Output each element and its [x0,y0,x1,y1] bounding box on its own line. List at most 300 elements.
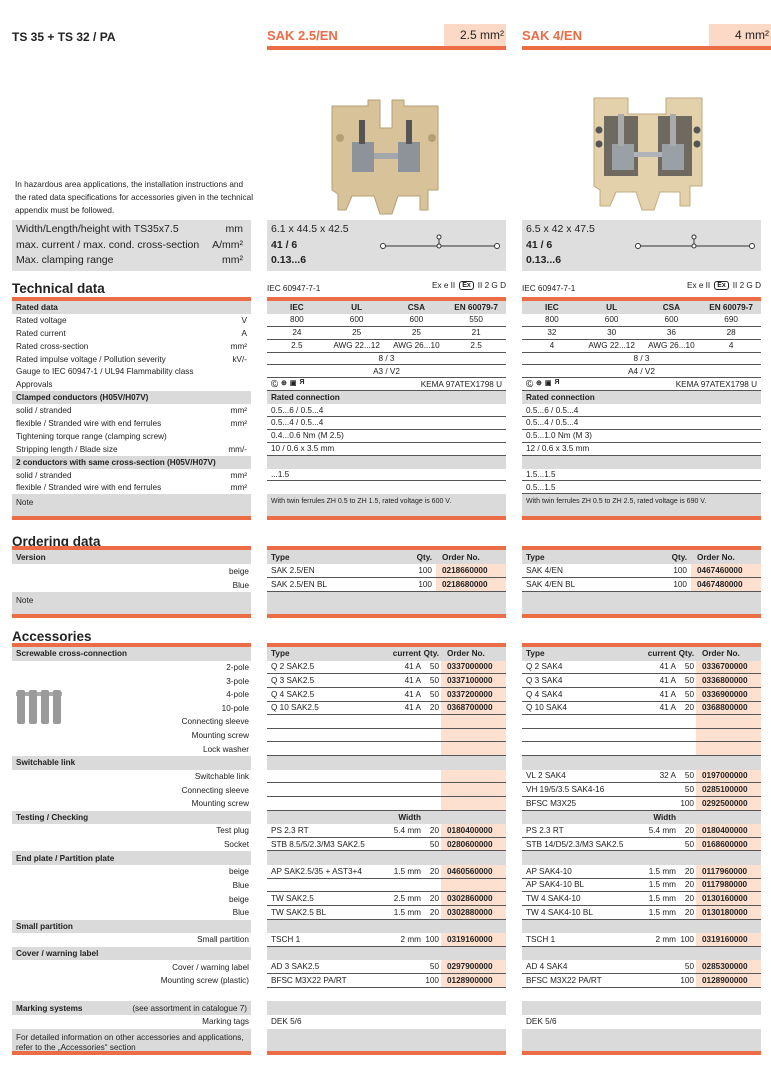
table-cell: 600 [604,315,619,325]
row-label: flexible / Stranded wire with end ferrules [16,418,162,428]
product-header-sak4 [522,24,771,50]
table-row [12,960,251,974]
row-label: Socket [223,840,249,850]
table-cell: UL [351,302,363,312]
row-label: Test plug [216,826,249,836]
csa-approval-icon: Ⓒ [526,381,533,389]
table-cell: AP SAK4-10 [526,866,572,876]
table-cell: 5.4 mm [393,825,421,835]
ordering-labels [12,546,251,618]
row-label: beige [228,894,249,904]
table-row [267,378,506,391]
section-header-row [12,1029,251,1051]
row-unit: mm² [230,470,247,480]
table-cell: 0337100000 [441,674,506,687]
table-cell: 30 [607,328,617,338]
table-row [12,340,251,353]
row-label: Clamped conductors (H05V/H07V) [16,393,149,403]
table-cell: 0.5...1.5 [526,482,556,492]
table-row [12,879,251,893]
table-row [522,578,761,592]
table-cell: 50 [429,839,439,849]
table-row [522,417,761,430]
section-header-row [267,592,506,614]
table-cell: 8 / 3 [378,354,395,363]
kema-approval-icon: ▣ [544,380,552,388]
table-cell: 600 [349,315,364,325]
table-cell: 0297900000 [441,960,506,973]
ex-label: Ex e II [432,281,456,290]
row-label: Blue [232,908,249,918]
approval-cert: KEMA 97ATEX1798 U [675,379,757,389]
table-row [267,960,506,974]
table-cell: SAK 2.5/EN [271,566,315,575]
section-header-row [12,550,251,564]
ex-label: Ex e II [687,281,711,290]
table-cell: Type [271,552,290,562]
table-cell: IEC [290,302,304,312]
table-cell: 800 [290,315,304,325]
section-header-row [522,456,761,469]
table-row [267,770,506,784]
table-cell: 0197000000 [696,770,761,783]
table-cell: 20 [684,703,694,713]
section-header-row [522,811,761,825]
vde-approval-icon: ⊕ [281,380,287,388]
section-header-row [267,301,506,314]
table-cell: 550 [469,315,483,325]
table-row [12,988,251,1002]
section-header-row [12,456,251,469]
table-cell: 0460560000 [441,865,506,878]
table-cell: 0368700000 [441,702,506,715]
row-label: Rated voltage [16,315,67,325]
section-header-row [267,647,506,661]
row-label: Cover / warning label [172,962,249,972]
terminal-block-image-sak4 [590,94,708,212]
table-row [12,824,251,838]
table-row [522,353,761,366]
table-cell: Q 10 SAK2.5 [271,703,319,713]
table-cell: VL 2 SAK4 [526,771,566,781]
table-row [267,327,506,340]
table-cell: AP SAK4-10 BL [526,880,585,890]
table-row [522,797,761,811]
tech-table-sak4 [522,297,761,520]
row-unit: mm/- [228,444,247,454]
table-cell: 12 / 0.6 x 3.5 mm [526,444,590,454]
spec-box-sak25 [267,220,506,271]
row-label: Mounting screw [191,731,249,741]
table-cell: 50 [429,676,439,686]
table-cell: 41 A [659,689,676,699]
table-row [522,742,761,756]
row-label: solid / stranded [16,470,72,480]
table-cell: 0292500000 [696,797,761,810]
table-row [12,564,251,578]
table-row [267,404,506,417]
table-cell: 20 [684,825,694,835]
table-cell: TSCH 1 [526,934,556,944]
table-cell: Q 3 SAK4 [526,676,563,686]
table-row [267,824,506,838]
spec-label: Width/Length/height with TS35x7.5 [16,223,179,235]
table-cell [691,596,761,614]
table-cell: 50 [684,662,694,672]
table-cell: 4 [549,341,555,351]
table-cell: DEK 5/6 [526,1017,557,1027]
tech-table-sak25 [267,297,506,520]
table-cell: 41 A [404,676,421,686]
table-cell: AWG 26...10 [648,341,695,351]
table-cell: 25 [411,328,421,338]
row-unit: mm² [230,483,247,493]
vde-approval-icon: ⊕ [536,380,542,388]
table-cell: 0218680000 [436,578,506,591]
kema-approval-icon: ▣ [289,380,297,388]
table-cell: AWG 22...12 [333,341,380,351]
row-label: Gauge to IEC 60947-1 / UL94 Flammability class [16,367,194,377]
table-row [522,906,761,920]
table-row [12,783,251,797]
table-cell: 50 [429,662,439,672]
table-cell: Rated connection [271,393,340,403]
table-cell: 1.5...1.5 [526,470,556,480]
table-cell: Q 3 SAK2.5 [271,676,315,686]
table-cell: 100 [418,566,432,575]
table-cell: 0.5...4 / 0.5...4 [271,418,324,428]
table-cell: 100 [680,934,694,944]
table-row [267,892,506,906]
table-cell: TSCH 1 [271,934,301,944]
table-row [522,892,761,906]
table-cell: 100 [673,580,687,589]
table-cell: 1.5 mm [648,894,676,904]
table-cell: 5.4 mm [648,825,676,835]
table-cell: AP SAK2.5/35 + AST3+4 [271,866,362,876]
table-row [267,674,506,688]
table-cell: 20 [429,894,439,904]
table-cell: SAK 2.5/EN BL [271,580,327,589]
table-cell: 100 [418,580,432,589]
table-cell [441,742,506,755]
section-title-technical: Technical data [12,281,105,296]
table-cell [436,596,506,614]
section-header-row [267,947,506,961]
product-size: 2.5 mm² [444,24,506,46]
table-row [522,824,761,838]
table-cell [696,851,761,865]
table-row [522,340,761,353]
row-label: flexible / Stranded wire with end ferrules [16,483,162,493]
section-header-row [522,1001,761,1015]
section-header-row [267,1001,506,1015]
accessory-table-sak25 [267,643,506,1055]
table-cell: BFSC M3X25 [526,798,577,808]
approval-icons [522,379,676,389]
table-row [12,742,251,756]
table-cell [441,797,506,810]
approval-icons [267,379,421,389]
spec-clamp: 0.13...6 [526,254,562,266]
csa-approval-icon: Ⓒ [271,381,278,389]
ul-approval-icon: Я [299,379,305,387]
section-header-row [267,456,506,469]
circuit-symbol-icon [634,234,759,254]
table-cell: A4 / V2 [628,366,655,376]
section-header-row [12,947,251,961]
table-cell: 2 mm [400,934,421,944]
table-cell: 0368800000 [696,702,761,715]
table-cell: AWG 26...10 [393,341,440,351]
section-header-row [267,851,506,865]
table-cell: Q 10 SAK4 [526,703,567,713]
table-cell: 50 [429,962,439,972]
table-cell: 20 [684,894,694,904]
table-cell: Order No. [697,552,735,562]
table-cell: 100 [680,798,694,808]
table-cell [696,742,761,755]
table-cell: 10 / 0.6 x 3.5 mm [271,444,335,454]
table-cell: 0117980000 [696,879,761,892]
table-cell: Order No. [442,552,480,562]
table-row [522,469,761,482]
table-row [522,974,761,988]
table-cell: BFSC M3X22 PA/RT [526,975,602,985]
row-label: Switchable link [16,758,76,768]
table-cell: current [647,649,676,659]
table-cell: 100 [673,566,687,575]
row-label: Version [16,552,46,562]
section-title-accessories: Accessories [12,629,92,644]
ex-mark-icon: Ex [714,281,729,290]
ex-category: II 2 G D [477,281,506,290]
table-cell: With twin ferrules ZH 0.5 to ZH 1.5, rated voltage is 600 V. [271,498,452,506]
section-header-row [522,301,761,314]
table-row [522,960,761,974]
table-cell: 600 [664,315,679,325]
table-cell: SAK 4/EN [526,566,563,575]
section-header-row [267,550,506,564]
table-cell: 41 A [659,703,676,713]
table-row [267,688,506,702]
section-header-row [12,920,251,934]
table-row [12,417,251,430]
table-row [267,314,506,327]
table-row [12,327,251,340]
table-row [267,729,506,743]
table-cell: 0302860000 [441,892,506,905]
table-cell: A3 / V2 [373,366,400,376]
row-label: Blue [232,580,249,590]
series-title: TS 35 + TS 32 / PA [12,30,116,44]
table-cell: 0.4...0.6 Nm (M 2.5) [271,431,344,441]
section-header-row [522,756,761,770]
table-row [267,865,506,879]
table-cell: 32 [547,328,557,338]
table-cell [441,947,506,961]
section-header-row [267,756,506,770]
table-cell: 0336800000 [696,674,761,687]
table-row [522,783,761,797]
table-cell: 28 [726,328,736,338]
table-cell: 100 [680,975,694,985]
table-cell: 0.5...4 / 0.5...4 [526,418,579,428]
approval-cert: KEMA 97ATEX1798 U [420,379,502,389]
section-header-row [12,1001,251,1015]
table-cell: 1.5 mm [393,866,421,876]
table-cell: 0180400000 [441,824,506,837]
table-cell: 0337200000 [441,688,506,701]
table-row [522,404,761,417]
table-cell: STB 8.5/5/2.3/M3 SAK2.5 [271,839,365,849]
table-cell: AD 3 SAK2.5 [271,962,320,972]
table-row [522,865,761,879]
table-row [267,879,506,893]
section-header-row [522,920,761,934]
table-cell: 21 [471,328,481,338]
row-label: Note [16,596,34,605]
spec-unit: mm [225,223,243,235]
table-row [267,430,506,443]
table-cell: Rated connection [526,393,595,403]
row-label: For detailed information on other accessories and applications, refer to the „Accessories“ section [16,1032,244,1052]
table-row [522,365,761,378]
product-size: 4 mm² [709,24,771,46]
table-cell: 0.5...1.0 Nm (M 3) [526,431,592,441]
table-row [12,797,251,811]
table-row [12,661,251,675]
table-row [522,770,761,784]
table-cell: 24 [292,328,302,338]
table-row [267,443,506,456]
ex-category: II 2 G D [732,281,761,290]
table-row [12,865,251,879]
table-cell: 800 [545,315,559,325]
table-row [267,797,506,811]
row-label: Rated impulse voltage / Pollution severity [16,354,166,364]
section-title-ordering: Ordering data [12,534,101,549]
table-row [267,564,506,578]
section-header-row [522,1029,761,1051]
row-label: Screwable cross-connection [16,649,128,659]
row-label: Marking tags [202,1017,249,1027]
row-label: Blue [232,880,249,890]
row-label: Testing / Checking [16,812,89,822]
section-header-row [12,756,251,770]
table-cell: Qty. [678,649,694,659]
table-cell: Order No. [702,649,740,659]
table-cell: Qty. [671,552,687,562]
table-row [12,906,251,920]
table-cell: Q 2 SAK2.5 [271,662,315,672]
spec-label: Max. clamping range [16,254,114,266]
table-cell: 0128900000 [441,974,506,987]
table-cell [696,715,761,728]
table-cell: 41 A [659,676,676,686]
row-label: 4-pole [226,690,249,700]
row-label: Connecting sleeve [181,785,249,795]
standard: IEC 60947-7-1 [522,284,576,293]
table-cell: 1.5 mm [393,907,421,917]
circuit-symbol-icon [379,234,504,254]
accessory-table-sak4 [522,643,761,1055]
table-row [522,702,761,716]
table-cell [441,770,506,783]
table-cell [441,879,506,892]
standard-line-sak25 [267,281,506,296]
table-cell: DEK 5/6 [271,1017,302,1027]
row-label: 2 conductors with same cross-section (H05V/H07V) [16,457,216,467]
table-cell: 2 mm [655,934,676,944]
table-cell [696,756,761,770]
table-cell: STB 14/D5/2.3/M3 SAK2.5 [526,839,624,849]
table-cell: AD 4 SAK4 [526,962,568,972]
spec-dims: 6.1 x 44.5 x 42.5 [271,223,349,235]
table-cell [441,920,506,934]
spec-unit: A/mm² [212,238,243,251]
row-label: Small partition [197,935,249,945]
table-cell: 8 / 3 [633,354,650,363]
table-row [267,578,506,592]
section-header-row [12,301,251,314]
spec-current: 41 / 6 [526,238,553,251]
table-cell [441,783,506,796]
table-row [267,742,506,756]
row-label: 3-pole [226,676,249,686]
table-cell: 32 A [659,771,676,781]
table-row [267,340,506,353]
table-cell: 41 A [659,662,676,672]
table-row [522,1015,761,1029]
table-cell: TW 4 SAK4-10 BL [526,907,593,917]
table-row [267,906,506,920]
table-cell: 0467480000 [691,578,761,591]
table-cell: IEC [545,302,559,312]
table-row [12,578,251,592]
spec-box-labels [12,220,251,271]
table-row [522,933,761,947]
table-cell: 0319160000 [696,933,761,946]
table-cell: SAK 4/EN BL [526,580,576,589]
table-cell: TW 4 SAK4-10 [526,894,581,904]
table-cell [696,729,761,742]
table-cell: 50 [429,689,439,699]
table-cell: current [392,649,421,659]
row-label: beige [228,566,249,576]
row-label: Rated cross-section [16,341,89,351]
table-cell: Qty. [416,552,432,562]
table-cell [441,811,506,825]
row-label: Rated data [16,302,58,312]
table-row [522,430,761,443]
table-cell: 20 [429,866,439,876]
row-unit: mm² [230,418,247,428]
table-cell: Q 4 SAK2.5 [271,689,315,699]
table-cell: VH 19/5/3.5 SAK4-16 [526,785,605,795]
section-header-row [267,1029,506,1051]
table-cell: 1.5 mm [648,866,676,876]
table-cell: 20 [684,880,694,890]
row-label: 10-pole [221,703,249,713]
table-cell: 0280600000 [441,838,506,851]
table-row [12,378,251,391]
row-unit: V [241,315,247,325]
table-row [12,353,251,366]
table-cell: PS 2.3 RT [271,825,309,835]
table-cell: UL [606,302,618,312]
table-cell: 0467460000 [691,564,761,577]
